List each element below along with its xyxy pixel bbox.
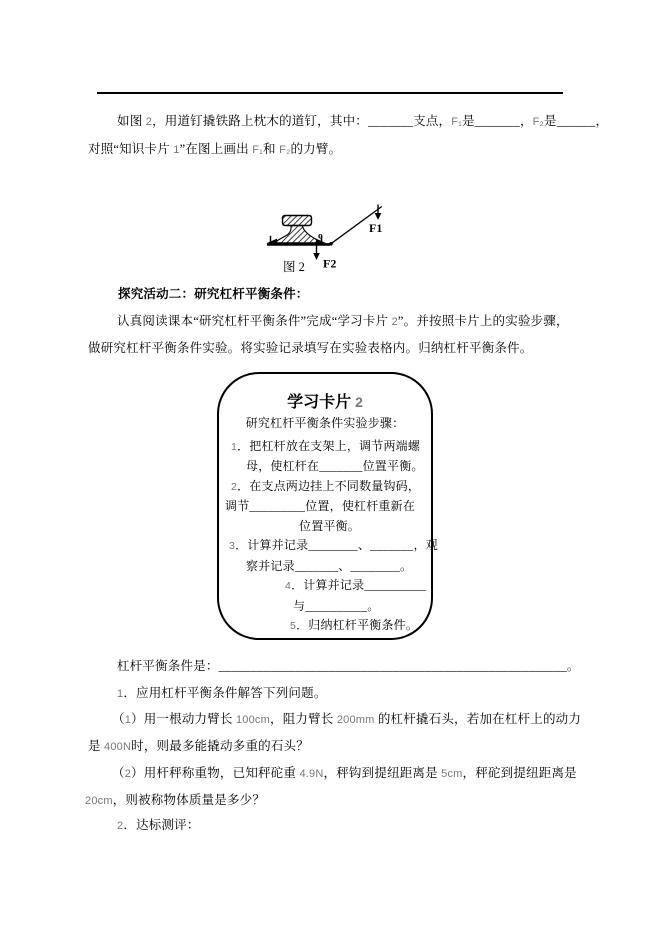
- rail-web-foot: [275, 226, 321, 243]
- card-steps-heading: 研究杠杆平衡条件实验步骤：: [245, 416, 405, 430]
- rail-head: [283, 216, 312, 226]
- instruction-line-2: 做研究杠杆平衡条件实验。将实验记录填写在实验表格内。归纳杠杆平衡条件。: [88, 341, 533, 355]
- question-2-line-2: 20cm，则被称物体质量是多少？: [85, 793, 266, 807]
- f1-label: F1: [369, 221, 383, 235]
- lever-diagram: [250, 192, 400, 282]
- instruction-line-1: 认真阅读课本“研究杠杆平衡条件”完成“学习卡片 2”。并按照卡片上的实验步骤，: [117, 314, 569, 328]
- question-1-line-1: （1）用一根动力臂长 100cm，阻力臂长 200mm 的杠杆撬石头，若加在杠杆上的动力: [112, 712, 582, 726]
- question-2-line-1: （2）用杆秤称重物，已知秤砣重 4.9N，秤钩到提纽距离是 5cm，秤砣到提纽距离是: [112, 766, 577, 780]
- condition-line: 杠杆平衡条件是：______________________________________________________。: [117, 659, 580, 673]
- assessment-heading: 2．达标测评：: [117, 818, 200, 832]
- card-step-5: 5．归纳杠杆平衡条件。: [290, 618, 419, 632]
- header-rule: [97, 92, 563, 94]
- learning-card-2: [217, 372, 438, 640]
- activity2-heading: 探究活动二：研究杠杆平衡条件：: [118, 287, 309, 301]
- card-title: 学习卡片 2: [287, 394, 363, 411]
- card-step-1-cont: 母，使杠杆在_______位置平衡。: [246, 459, 424, 473]
- question-1-line-2: 是 400N时，则最多能撬动多重的石头？: [88, 739, 309, 753]
- fulcrum-label: o: [318, 231, 323, 242]
- card-step-3: 3．计算并记录________、_______，观: [229, 538, 438, 552]
- card-step-2-cont: 调节_________位置，使杠杆重新在: [225, 499, 416, 513]
- left-spike: [267, 239, 278, 244]
- card-step-3-cont: 察并记录_______、________。: [246, 558, 413, 573]
- figure-caption: 图 2: [283, 260, 305, 274]
- card-step-4: 4．计算并记录__________: [285, 578, 427, 592]
- f1-arrow-head: [375, 213, 382, 220]
- f2-arrow-head: [313, 253, 320, 260]
- card-step-2: 2．在支点两边挂上不同数量钩码，: [231, 478, 421, 493]
- card-step-2-cont2: 位置平衡。: [299, 518, 361, 533]
- f2-label: F2: [323, 256, 337, 271]
- card-step-4-cont: 与__________。: [293, 598, 380, 613]
- card-step-1: 1．把杠杆放在支架上，调节两端螺: [231, 438, 421, 453]
- apply-line: 1．应用杠杆平衡条件解答下列问题。: [117, 686, 327, 700]
- intro-line-2: 对照“知识卡片 1”在图上画出 F₁和 F₂的力臂。: [88, 142, 342, 156]
- intro-line-1: 如图 2，用道钉撬铁路上枕木的道钉，其中：_______支点，F₁是_______，F₂是______，: [117, 114, 609, 128]
